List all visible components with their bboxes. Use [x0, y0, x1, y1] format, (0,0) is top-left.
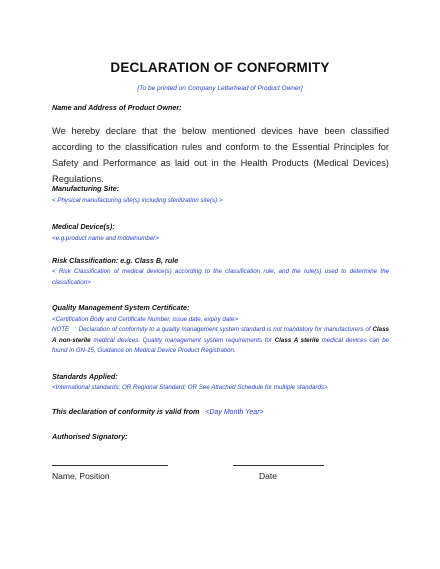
risk-classification-label: Risk Classification: e.g. Class B, rule: [52, 256, 179, 265]
validity-date: <Day Month Year>: [205, 409, 264, 416]
qms-certificate-value: <Certification Body and Certificate Number, issue date, expiry date>: [52, 316, 239, 323]
risk-classification-value: < Risk Classification of medical device(s) according to the classification rule, and the rule(s) used to determine the classification>: [52, 268, 389, 286]
validity-statement: [52, 407, 264, 416]
medical-devices-value: <e.g.product name and modelnumber>: [52, 235, 159, 242]
medical-devices-label: Medical Device(s):: [52, 222, 115, 231]
note-class-a-nonsterile: Class A non-sterile: [52, 326, 389, 344]
qms-note: [52, 325, 389, 357]
signature-line: [52, 465, 168, 466]
standards-label: Standards Applied:: [52, 372, 118, 381]
date-label: Date: [259, 471, 277, 481]
signatory-label: Authorised Signatory:: [52, 432, 128, 441]
note-text-3: medical devices can be found in GN-15, Guidance on Medical Device Product Registration.: [52, 336, 389, 354]
name-position-label: Name, Position: [52, 471, 110, 481]
manufacturing-site-value: < Physical manufacturing site(s) including sterilization site(s) >: [52, 197, 223, 204]
standards-value: <International standards; OR Regional Standard; OR See Attached Schedule for multiple standards>: [52, 384, 328, 391]
validity-label: This declaration of conformity is valid from: [52, 407, 200, 416]
document-title: DECLARATION OF CONFORMITY: [110, 60, 330, 75]
owner-label: Name and Address of Product Owner:: [52, 103, 182, 112]
qms-certificate-label: Quality Management System Certificate:: [52, 303, 190, 312]
note-text-1: Declaration of conformity to a quality management system standard is not mandatory for manufacturers of: [78, 326, 371, 333]
note-class-a-sterile: Class A sterile: [274, 336, 319, 344]
note-prefix: NOTE: [52, 326, 70, 333]
date-line: [233, 465, 324, 466]
letterhead-note: [To be printed on Company Letterhead of Product Owner]: [137, 85, 303, 92]
manufacturing-site-label: Manufacturing Site:: [52, 184, 120, 193]
note-text-2: medical devices. Quality management system requirements for: [93, 336, 272, 344]
declaration-intro: We hereby declare that the below mentioned devices have been classified according to the classification rules and conform to the Essential Principles for Safety and Performance as laid out in the Health Products (Medical Devices) Regulations.: [52, 126, 389, 184]
